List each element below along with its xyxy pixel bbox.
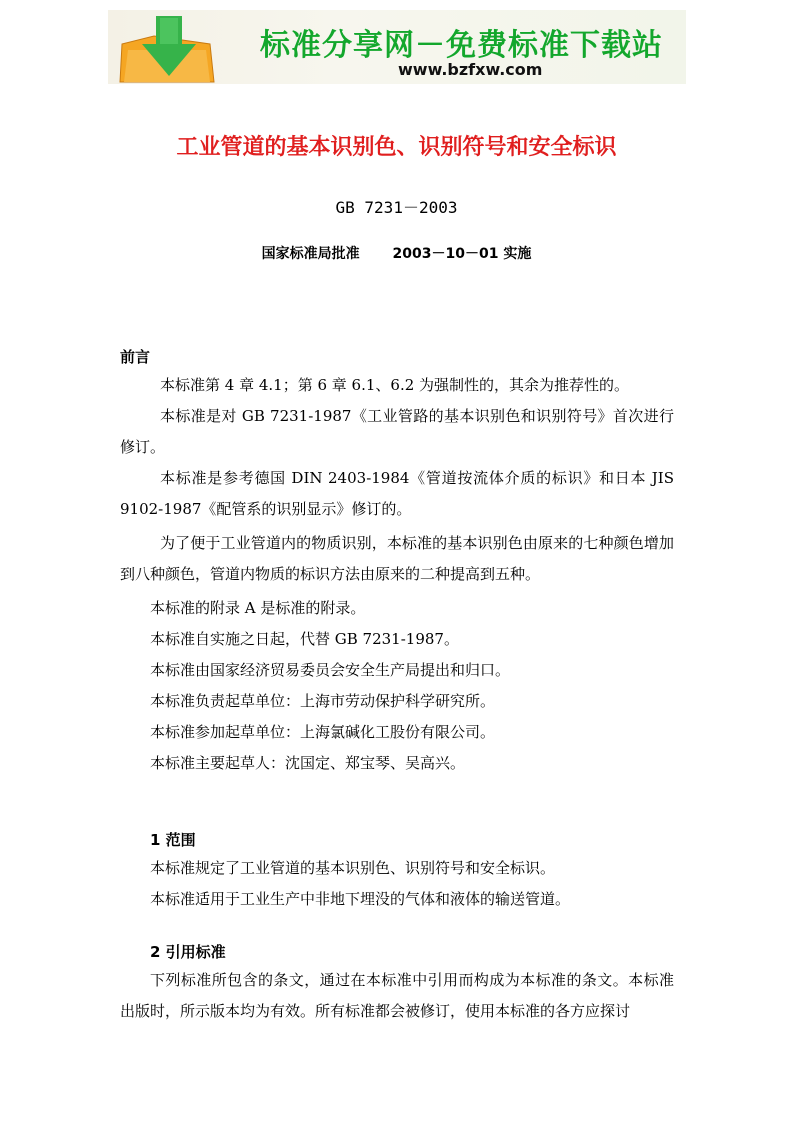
foreword-paragraph: 为了便于工业管道内的物质识别，本标准的基本识别色由原来的七种颜色增加到八种颜色，管道内物质的标识方法由原来的二种提高到五种。	[120, 534, 674, 583]
approval-line: 国家标准局批准 2003－10－01 实施	[261, 246, 532, 262]
foreword-paragraph: 本标准第 4 章 4.1；第 6 章 6.1、6.2 为强制性的，其余为推荐性的。	[160, 376, 630, 394]
section-1-heading: 1 范围	[150, 831, 196, 849]
standard-code: GB 7231－2003	[335, 198, 458, 217]
foreword-heading: 前言	[120, 348, 151, 366]
foreword-paragraph: 本标准是参考德国 DIN 2403-1984《管道按流体介质的标识》和日本 JIS 9102-1987《配管系的识别显示》修订的。	[120, 469, 674, 518]
section-1-line: 本标准适用于工业生产中非地下埋没的气体和液体的输送管道。	[150, 890, 571, 908]
site-url: www.bzfxw.com	[398, 60, 543, 79]
section-1-line: 本标准规定了工业管道的基本识别色、识别符号和安全标识。	[150, 859, 556, 877]
section-2-heading: 2 引用标准	[150, 943, 226, 961]
foreword-line: 本标准负责起草单位：上海市劳动保护科学研究所。	[150, 692, 496, 710]
document-title: 工业管道的基本识别色、识别符号和安全标识	[176, 135, 617, 160]
section-2-paragraph: 下列标准所包含的条文，通过在本标准中引用而构成为本标准的条文。本标准出版时，所示版本均为有效。所有标准都会被修订，使用本标准的各方应探讨	[120, 971, 674, 1020]
foreword-line: 本标准由国家经济贸易委员会安全生产局提出和归口。	[150, 661, 511, 679]
foreword-line: 本标准自实施之日起，代替 GB 7231-1987。	[150, 630, 459, 648]
site-title: 标准分享网－免费标准下载站	[260, 28, 663, 63]
site-banner	[108, 10, 686, 84]
foreword-line: 本标准主要起草人：沈国定、郑宝琴、吴高兴。	[150, 754, 466, 772]
foreword-paragraph: 本标准是对 GB 7231-1987《工业管路的基本识别色和识别符号》首次进行修订。	[120, 407, 674, 456]
foreword-line: 本标准的附录 A 是标准的附录。	[150, 599, 366, 617]
download-folder-icon	[114, 14, 224, 84]
foreword-line: 本标准参加起草单位：上海氯碱化工股份有限公司。	[150, 723, 496, 741]
